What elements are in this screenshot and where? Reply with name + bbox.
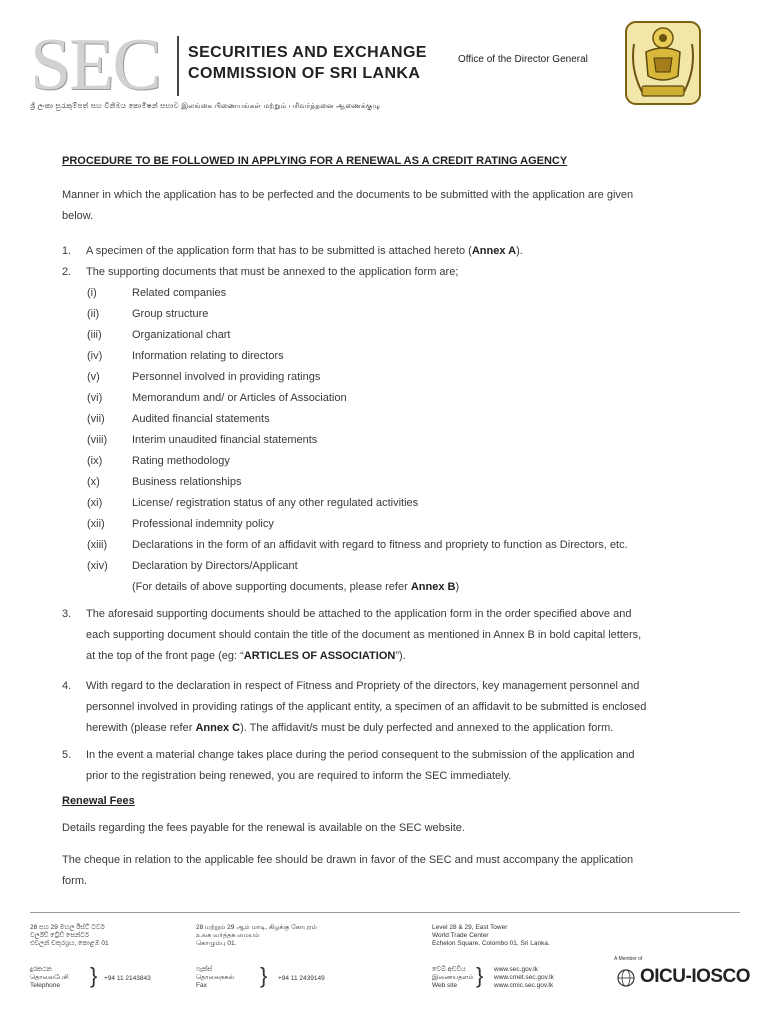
sub-list-item [62, 283, 742, 304]
item-text: In the event a material change takes place during the period consequent to the submission of the application and prior to the registration being renewed, you are required to inform the SEC immediately. [86, 749, 635, 782]
telephone-labels: දුරකථන தொலைபேசி Telephone [30, 966, 69, 989]
item-number: 4. [62, 680, 72, 692]
brace-icon: } [90, 963, 98, 988]
fax-labels: ෆැක්ස් தொலைநகல் Fax [196, 966, 234, 989]
website-link[interactable]: www.cmic.sec.gov.lk [494, 982, 554, 989]
roman-numeral: (xiv) [87, 560, 108, 572]
national-emblem-icon [618, 14, 708, 110]
sub-list-item [62, 325, 742, 346]
sub-item-text: Organizational chart [132, 329, 231, 341]
sub-list-item [62, 493, 742, 514]
intro-line: Manner in which the application has to be perfected and the documents to be submitted with the application are given [62, 189, 634, 201]
fees-paragraph-2: The cheque in relation to the applicable fee should be drawn in favor of the SEC and must accompany the application form. [62, 854, 634, 887]
roman-numeral: (iv) [87, 350, 103, 362]
sub-list-item [62, 430, 742, 451]
roman-numeral: (xii) [87, 518, 105, 530]
roman-numeral: (viii) [87, 434, 108, 446]
item-number: 2. [62, 266, 72, 278]
item-text: A specimen of the application form that has to be submitted is attached hereto (Annex A). [86, 245, 523, 257]
website-link[interactable]: www.cmet.sec.gov.lk [494, 974, 554, 981]
fees-paragraph-1: Details regarding the fees payable for the renewal is available on the SEC website. [62, 822, 465, 834]
sub-item-text: License/ registration status of any other regulated activities [132, 497, 419, 509]
member-label: A Member of [614, 956, 643, 962]
roman-numeral: (xi) [87, 497, 103, 509]
roman-numeral: (i) [87, 287, 97, 299]
annex-a-ref: Annex A [471, 245, 517, 257]
sub-list-item [62, 451, 742, 472]
item-text: The aforesaid supporting documents should be attached to the application form in the order specified above and each supporting document should contain the title of the document as mentioned in Annex B in bold capital letters, at the top of the front page (eg: “ARTICLES OF ASSOCIATION”). [86, 608, 642, 662]
globe-icon [616, 968, 636, 988]
sub-item-text: Rating methodology [132, 455, 230, 467]
sub-item-text: Memorandum and/ or Articles of Association [132, 392, 347, 404]
roman-numeral: (iii) [87, 329, 102, 341]
document-title: PROCEDURE TO BE FOLLOWED IN APPLYING FOR A RENEWAL AS A CREDIT RATING AGENCY [62, 155, 568, 167]
sub-item-text: Personnel involved in providing ratings [132, 371, 321, 383]
roman-numeral: (x) [87, 476, 100, 488]
sub-item-text: Declarations in the form of an affidavit with regard to fitness and propriety to function as Directors, etc. [132, 539, 628, 551]
roman-numeral: (vi) [87, 392, 103, 404]
office-label: Office of the Director General [458, 54, 588, 65]
supporting-documents-list: (i) Related companies (ii) Group structure (iii) Organizational chart (iv) Information relating to directors (v) Personnel involved in providing ratings (vi) Memorandum and/ or Articles of Association (vii) Audited financial statements (viii) Interim unaudited financial statements (ix) Rating methodology (x) Business relationships (xi) License/ registration status of any other regulated activities (xii) Professional indemnity policy (xiii) Declarations in the form of an affidavit with regard to fitness and propriety to function as Directors, etc. (xiv) Declaration by Directors/Applicant (For details of above supporting documents, please refer Annex B) [62, 283, 742, 603]
sub-list-item [62, 409, 742, 430]
annex-b-ref: Annex B [410, 581, 456, 593]
fax-number: +94 11 2439149 [278, 975, 325, 982]
sub-item-text: Information relating to directors [132, 350, 284, 362]
roman-numeral: (ii) [87, 308, 100, 320]
sub-list-item [62, 388, 742, 409]
website-labels: වෙබ් අඩවිය இணையதளம் Web site [432, 966, 474, 989]
sub-item-text: Business relationships [132, 476, 242, 488]
sub-item-text: Interim unaudited financial statements [132, 434, 318, 446]
brace-icon: } [476, 963, 484, 988]
sub-list-item [62, 346, 742, 367]
sub-list-item [62, 472, 742, 493]
sub-item-text: Group structure [132, 308, 209, 320]
website-link[interactable]: www.sec.gov.lk [494, 966, 538, 973]
roman-numeral: (ix) [87, 455, 103, 467]
item-text: With regard to the declaration in respect of Fitness and Propriety of the directors, key management personnel and personnel involved in providing ratings of the applicant entity, a specimen of an affidavit to be submitted is enclosed herewith (please refer Annex C). The affidavit/s must be duly perfected and annexed to the application form. [86, 680, 647, 734]
item-number: 1. [62, 245, 72, 257]
address-english: Level 28 & 29, East Tower World Trade Center Echelon Square, Colombo 01, Sri Lanka. [432, 924, 550, 947]
sub-item-text: Audited financial statements [132, 413, 270, 425]
org-name-line2: COMMISSION OF SRI LANKA [188, 65, 421, 82]
telephone-number: +94 11 2143843 [104, 975, 151, 982]
intro-paragraph [62, 185, 712, 227]
brace-icon: } [260, 963, 268, 988]
website-links[interactable] [494, 966, 554, 990]
organization-name [188, 42, 427, 84]
sub-item-text: Declaration by Directors/Applicant [132, 560, 298, 572]
sub-list-item [62, 535, 742, 556]
annex-c-ref: Annex C [195, 722, 241, 734]
sub-item-text: Professional indemnity policy [132, 518, 274, 530]
logo-divider [177, 36, 179, 96]
roman-numeral: (v) [87, 371, 100, 383]
roman-numeral: (xiii) [87, 539, 108, 551]
sub-item-text: Related companies [132, 287, 227, 299]
address-tamil: 28 மற்றும் 29 ஆம் மாடி, கிழக்கு கோபுரம் உலக வர்த்தக மையம் கொழும்பு 01. [196, 924, 317, 947]
sub-list-item [62, 367, 742, 388]
roman-numeral: (vii) [87, 413, 105, 425]
item-text: The supporting documents that must be annexed to the application form are; [86, 266, 459, 278]
iosco-logo: OICU-IOSCO [640, 966, 751, 987]
address-sinhala: 28 සහ 29 මහල ඊස්ට් ටවර් වර්ල්ඩ් ට්‍රේඩ් සෙන්ටර් එචලන් චතුරශ්‍රය, කොළඹ 01 [30, 924, 109, 947]
sub-list-item [62, 556, 742, 577]
org-name-line1: SECURITIES AND EXCHANGE [188, 44, 427, 61]
sec-logo: SEC [30, 24, 160, 106]
renewal-fees-heading: Renewal Fees [62, 795, 135, 807]
item-number: 3. [62, 608, 72, 620]
sub-list-item [62, 514, 742, 535]
item-number: 5. [62, 749, 72, 761]
sub-list-item [62, 304, 742, 325]
native-organization-names: ශ්‍රී ලංකා සුරැකුම්පත් සහ විනිමය කොමිෂන් සභාව இலங்கை பிணையங்கள் மற்றும் பரிவர்த்தனை ஆணைக்குழு [30, 103, 381, 110]
articles-of-association-example: ARTICLES OF ASSOCIATION [243, 650, 396, 662]
footer-divider [30, 912, 740, 913]
intro-line: below. [62, 210, 94, 222]
